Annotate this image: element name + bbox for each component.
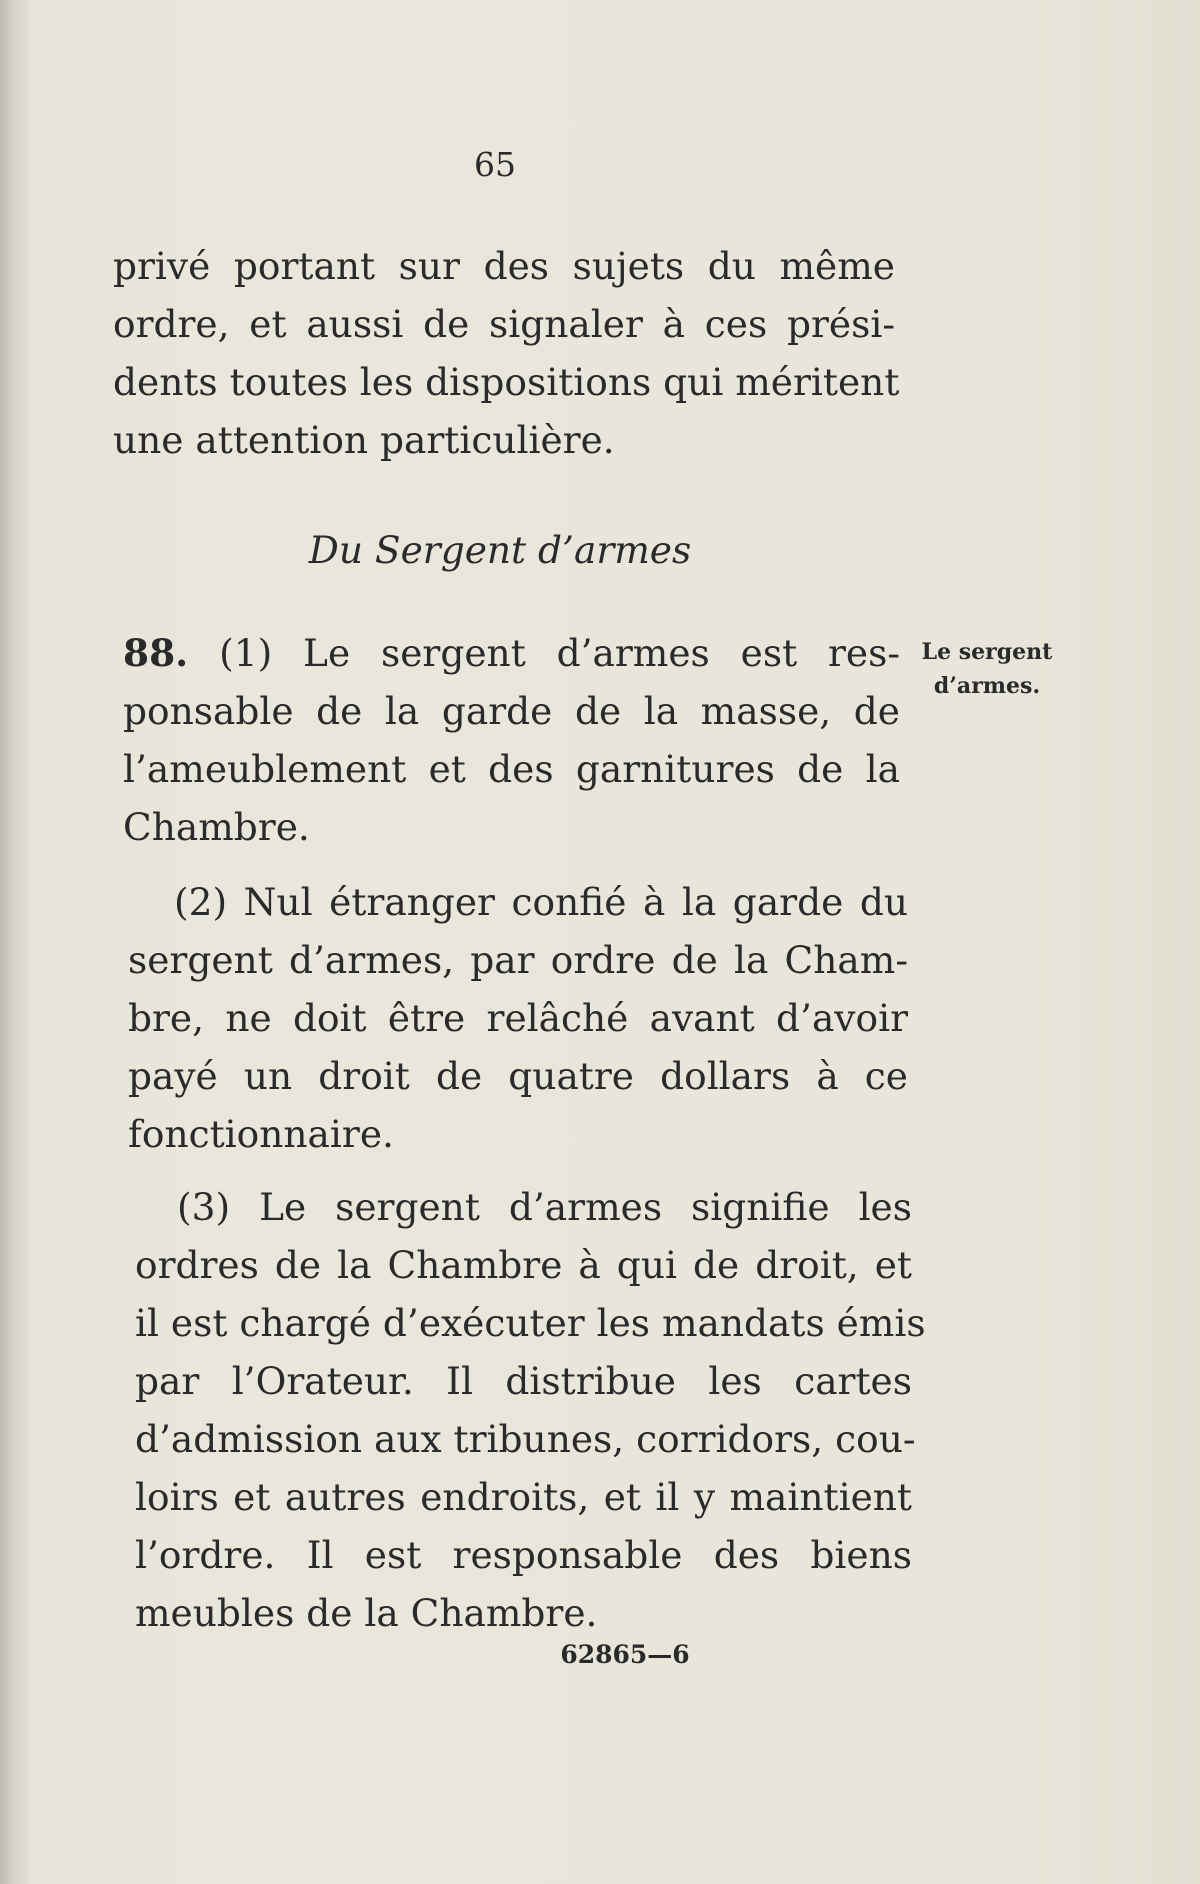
- text-line: ordres de la Chambre à qui de droit, et: [135, 1243, 912, 1287]
- margin-note: [912, 635, 1062, 703]
- paragraph-1: [123, 624, 900, 856]
- margin-note-line: d’armes.: [933, 673, 1041, 699]
- text-line: l’ordre. Il est responsable des biens: [135, 1533, 912, 1577]
- text-line: Chambre.: [123, 805, 310, 849]
- paragraph-3: [135, 1178, 926, 1642]
- text-line: une attention particulière.: [113, 418, 615, 462]
- page-spine-shadow: [0, 0, 28, 1884]
- text-line: il est chargé d’exécuter les mandats émis: [135, 1301, 926, 1345]
- text-line: loirs et autres endroits, et il y maintient: [135, 1475, 912, 1519]
- printer-signature: 62865—6: [560, 1640, 690, 1669]
- text-line: (3) Le sergent d’armes signifie les: [177, 1185, 912, 1229]
- text-line: fonctionnaire.: [128, 1112, 394, 1156]
- section-heading: Du Sergent d’armes: [308, 528, 692, 572]
- text-line: (2) Nul étranger confié à la garde du: [174, 880, 908, 924]
- intro-paragraph: [113, 237, 900, 469]
- section-number: 88.: [123, 631, 189, 675]
- text-line: bre, ne doit être relâché avant d’avoir: [128, 996, 908, 1040]
- page-number: 65: [474, 145, 516, 184]
- text-line: dents toutes les dispositions qui méritent: [113, 360, 900, 404]
- text-line: [123, 624, 900, 682]
- text-line: ponsable de la garde de la masse, de: [123, 689, 900, 733]
- text-line: d’admission aux tribunes, corridors, cou-: [135, 1417, 916, 1461]
- text-line: l’ameublement et des garnitures de la: [123, 747, 900, 791]
- text-line: par l’Orateur. Il distribue les cartes: [135, 1359, 912, 1403]
- text-line: payé un droit de quatre dollars à ce: [128, 1054, 908, 1098]
- margin-note-line: Le sergent: [921, 639, 1053, 665]
- text-line: privé portant sur des sujets du même: [113, 244, 895, 288]
- text-line: sergent d’armes, par ordre de la Cham-: [128, 938, 908, 982]
- text-line: meubles de la Chambre.: [135, 1591, 598, 1635]
- paragraph-2: [128, 873, 908, 1163]
- paragraph-1-first-line: (1) Le sergent d’armes est res-: [219, 631, 901, 675]
- text-line: ordre, et aussi de signaler à ces prési-: [113, 302, 895, 346]
